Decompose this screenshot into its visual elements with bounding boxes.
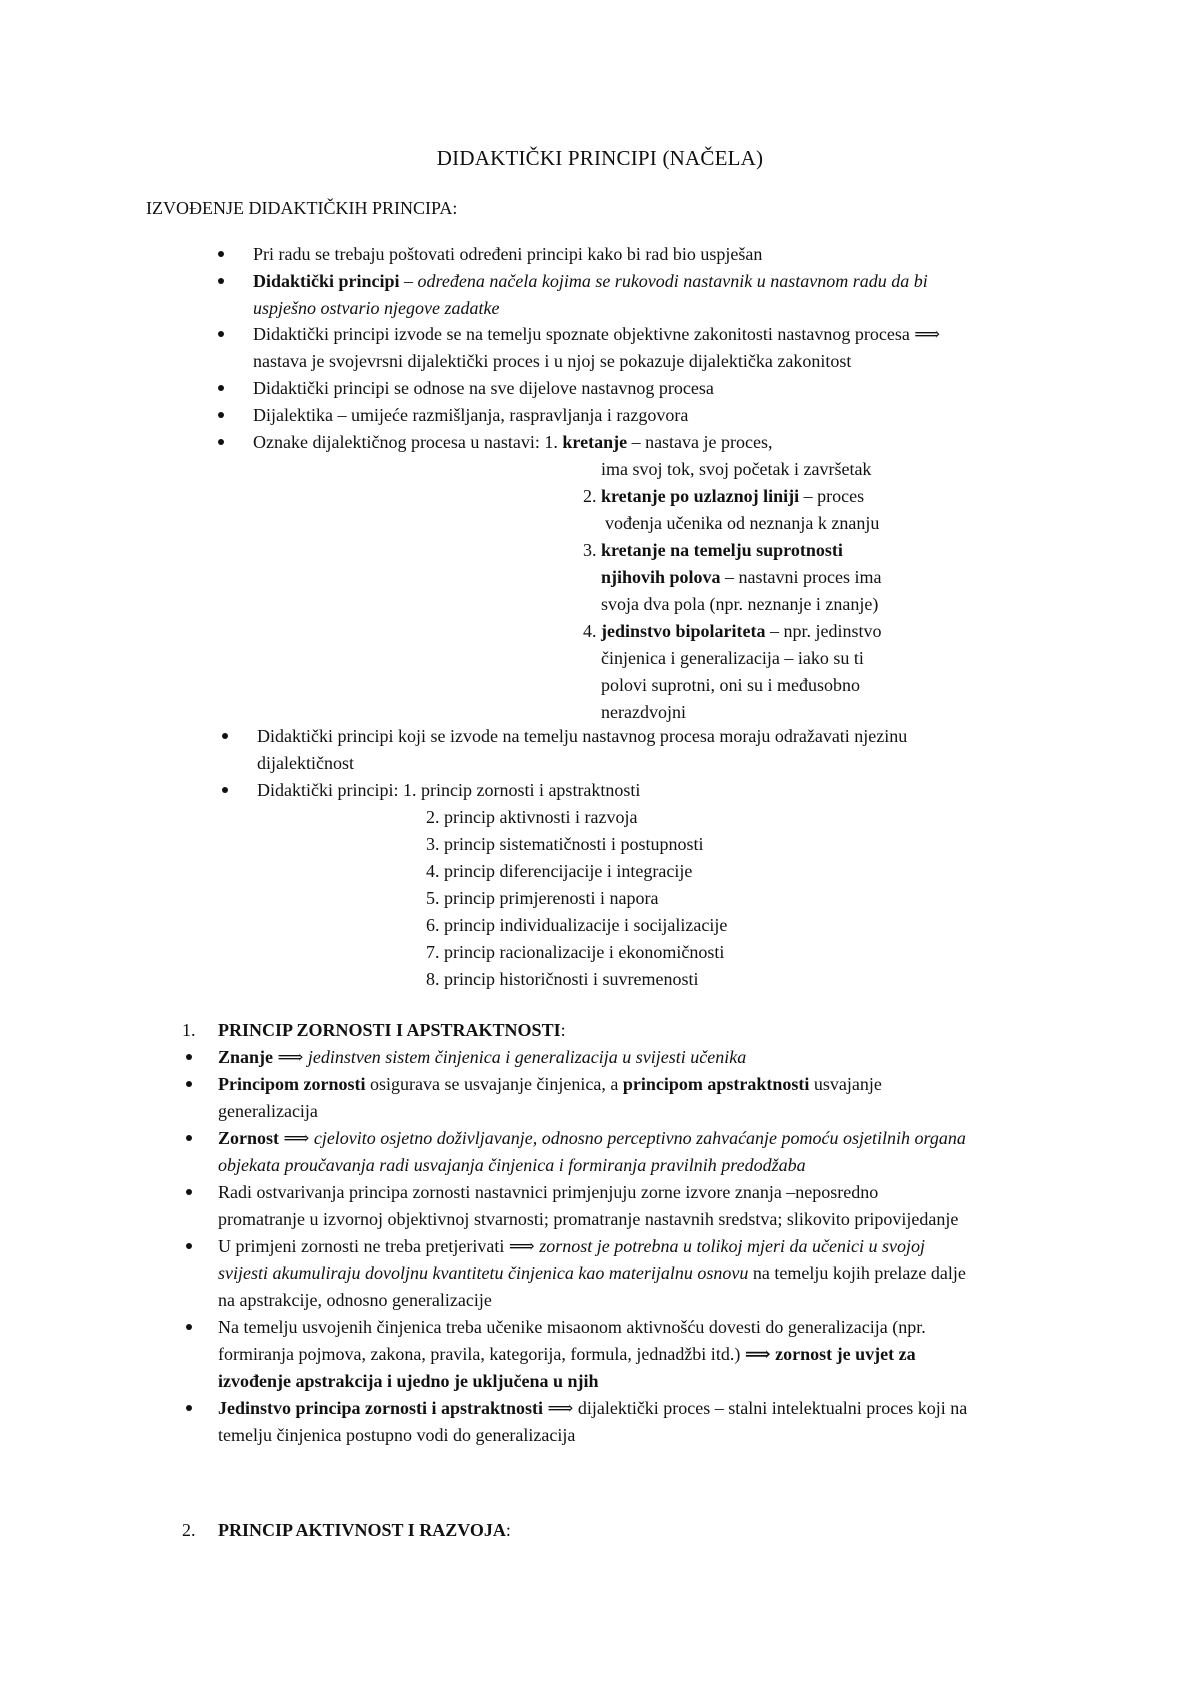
bullet-icon [186,1081,192,1087]
bullet-icon [222,733,228,739]
section-heading-suffix: : [560,1020,566,1040]
text-run: – [399,271,418,291]
list-item-continuation [601,673,860,697]
text-run: Didaktički principi izvode se na temelju spoznate objektivne zakonitosti nastavnog procesa ⟹ [253,324,941,344]
text-run: izvođenje apstrakcija i ujedno je uključena u njih [218,1371,599,1391]
text-run: Didaktički principi: 1. princip zornosti i apstraktnosti [257,780,641,800]
list-item-continuation [218,1369,599,1393]
text-run: formiranja pojmova, zakona, pravila, kategorija, formula, jednadžbi itd.) [218,1344,745,1364]
text-run: činjenica i generalizacija – iako su ti [601,648,864,668]
section-heading-suffix: : [505,1520,511,1540]
list-item: 6. princip individualizacije i socijalizacije [426,915,728,935]
text-run: – proces [799,486,865,506]
text-run: određena načela kojima se rukovodi nastavnik u nastavnom radu da bi [417,271,928,291]
list-item: 4. princip diferencijacije i integracije [426,861,693,881]
list-item [253,430,773,454]
text-run: Radi ostvarivanja principa zornosti nastavnici primjenjuju zorne izvore znanja –neposredno [218,1182,879,1202]
list-item-continuation [257,751,354,775]
list-item-continuation [218,1342,916,1366]
text-run: Didaktički principi koji se izvode na temelju nastavnog procesa moraju odražavati njezinu [257,726,908,746]
list-item [218,1180,878,1204]
text-run: osigurava se usvajanje činjenica, a [365,1074,623,1094]
list-item [218,1126,966,1150]
bullet-icon [186,1054,192,1060]
text-run: na apstrakcije, odnosno generalizacije [218,1290,492,1310]
list-item: 8. princip historičnosti i suvremenosti [426,969,699,989]
text-run: vođenja učenika od neznanja k znanju [605,513,880,533]
list-item-continuation [601,592,878,616]
list-item [218,1072,882,1096]
text-run: kretanje po uzlaznoj liniji [601,486,800,506]
list-item-continuation [218,1261,966,1285]
text-run: – nastavni proces ima [720,567,882,587]
bullet-icon [186,1405,192,1411]
list-item: 3. princip sistematičnosti i postupnosti [426,834,704,854]
list-item-continuation [253,296,499,320]
bullet-icon [218,385,224,391]
list-item [218,1396,967,1420]
text-run: nastava je svojevrsni dijalektički proces i u njoj se pokazuje dijalektička zakonitost [253,351,852,371]
text-run: Principom zornosti [218,1074,366,1094]
section-number: 2. [182,1520,196,1540]
list-item [583,538,843,562]
list-item [253,242,762,266]
list-item-continuation [601,565,882,589]
text-run: jedinstven sistem činjenica i generalizacija u svijesti učenika [307,1047,747,1067]
list-item [253,269,928,293]
document-title: DIDAKTIČKI PRINCIPI (NAČELA) [436,146,764,170]
text-run: polovi suprotni, oni su i međusobno [601,675,861,695]
text-run: dijalektičnost [257,753,354,773]
list-item [218,1045,746,1069]
bullet-icon [186,1243,192,1249]
bullet-icon [186,1324,192,1330]
text-run: kretanje [562,432,628,452]
text-run: ⟹ zornost je potrebna u tolikoj mjeri da učenici u svojoj [508,1236,925,1256]
list-item-continuation [601,700,686,724]
section-subtitle: IZVOĐENJE DIDAKTIČKIH PRINCIPA: [146,198,458,218]
text-run: Dijalektika – umijeće razmišljanja, raspravljanja i razgovora [253,405,689,425]
list-item-continuation [218,1099,318,1123]
text-run: generalizacija [218,1101,318,1121]
text-run: njihovih polova [601,567,721,587]
list-item [583,484,864,508]
list-item [218,1234,925,1258]
list-item: 5. princip primjerenosti i napora [426,888,659,908]
text-run: 3. [583,540,601,560]
text-run: principom apstraktnosti [622,1074,810,1094]
text-run: jedinstvo bipolariteta [601,621,766,641]
text-run: ima svoj tok, svoj početak i završetak [601,459,872,479]
text-run: ⟹ [279,1128,314,1148]
list-item: 2. princip aktivnosti i razvoja [426,807,638,827]
list-item-continuation [605,511,879,535]
text-run: na temelju kojih prelaze dalje [748,1263,966,1283]
text-run: ⟹ zornost je uvjet za [744,1344,916,1364]
list-item [257,724,907,748]
text-run: 2. [583,486,601,506]
text-run: Zornost [218,1128,280,1148]
list-item-continuation [218,1207,958,1231]
section-number: 1. [182,1020,196,1040]
list-item [257,778,640,802]
text-run: 4. [583,621,601,641]
text-run: temelju činjenica postupno vodi do generalizacija [218,1425,576,1445]
bullet-icon [222,787,228,793]
text-run: promatranje u izvornoj objektivnoj stvarnosti; promatranje nastavnih sredstva; slikovito pripovijedanje [218,1209,959,1229]
list-item-continuation [218,1153,806,1177]
list-item [253,322,940,346]
list-item-continuation [218,1423,575,1447]
bullet-icon [218,412,224,418]
text-run: Didaktički principi se odnose na sve dijelove nastavnog procesa [253,378,714,398]
text-run: usvajanje [809,1074,882,1094]
list-item-continuation [218,1288,492,1312]
section-heading-bold: PRINCIP AKTIVNOST I RAZVOJA [218,1520,506,1540]
section-heading-text [218,1018,566,1042]
list-item-continuation [601,457,871,481]
text-run: Oznake dijalektičnog procesa u nastavi: 1. [253,432,563,452]
text-run: nerazdvojni [601,702,686,722]
bullet-icon [218,331,224,337]
bullet-icon [218,439,224,445]
bullet-icon [218,251,224,257]
list-item [583,619,882,643]
text-run: Znanje [218,1047,274,1067]
text-run: U primjeni zornosti ne treba pretjerivati [218,1236,509,1256]
bullet-icon [186,1135,192,1141]
list-item: 7. princip racionalizacije i ekonomičnosti [426,942,725,962]
text-run: ⟹ dijalektički proces – stalni intelektualni proces koji na [543,1398,968,1418]
section-heading-text [218,1518,511,1542]
text-run: uspješno ostvario njegove zadatke [253,298,500,318]
bullet-icon [186,1189,192,1195]
section-heading-bold: PRINCIP ZORNOSTI I APSTRAKTNOSTI [218,1020,561,1040]
text-run: Pri radu se trebaju poštovati određeni principi kako bi rad bio uspješan [253,244,763,264]
text-run: Na temelju usvojenih činjenica treba učenike misaonom aktivnošću dovesti do generalizacija (npr. [218,1317,926,1337]
list-item [253,403,688,427]
list-item [253,376,714,400]
text-run: objekata proučavanja radi usvajanja činjenica i formiranja pravilnih predodžaba [218,1155,806,1175]
list-item-continuation [253,349,851,373]
bullet-icon [218,278,224,284]
text-run: svoja dva pola (npr. neznanje i znanje) [601,594,879,614]
list-item [218,1315,926,1339]
text-run: ⟹ [273,1047,308,1067]
text-run: Jedinstvo principa zornosti i apstraktnosti [218,1398,544,1418]
text-run: Didaktički principi [253,271,400,291]
text-run: – npr. jedinstvo [765,621,882,641]
list-item-continuation [601,646,864,670]
text-run: – nastava je proces, [627,432,773,452]
text-run: cjelovito osjetno doživljavanje, odnosno perceptivno zahvaćanje pomoću osjetilnih organa [313,1128,966,1148]
text-run: kretanje na temelju suprotnosti [601,540,843,560]
text-run: svijesti akumuliraju dovoljnu kvantitetu činjenica kao materijalnu osnovu [218,1263,749,1283]
